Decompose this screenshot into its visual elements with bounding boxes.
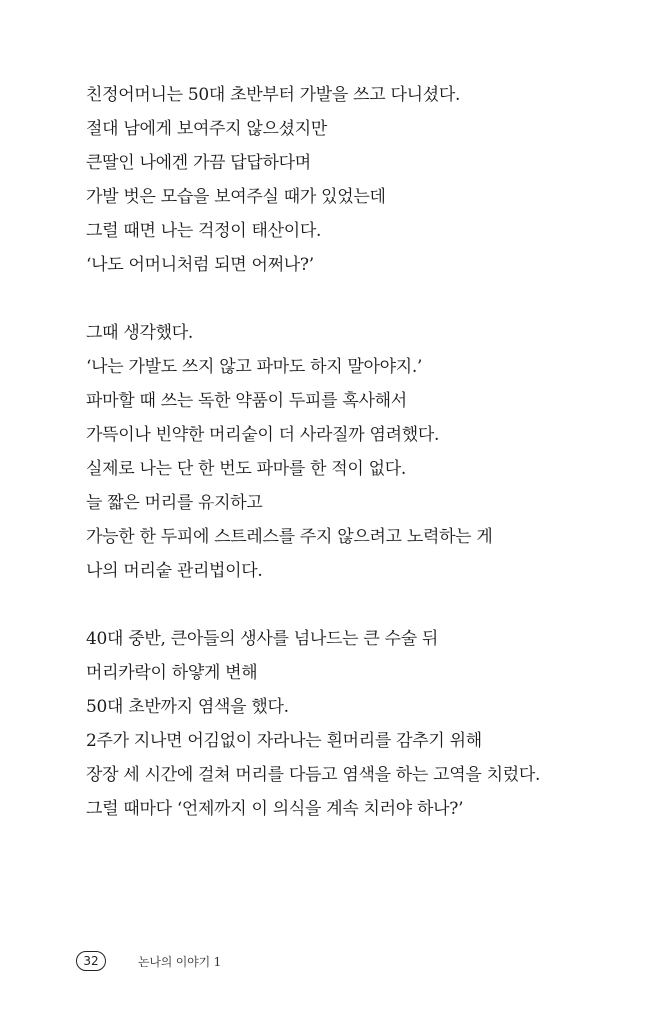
paragraph-1 [86, 78, 646, 282]
text-line: 절대 남에게 보여주지 않으셨지만 [86, 119, 328, 139]
text-line: 실제로 나는 단 한 번도 파마를 한 적이 없다. [86, 459, 407, 479]
text-line: 40대 중반, 큰아들의 생사를 넘나드는 큰 수술 뒤 [86, 629, 439, 649]
page-footer [76, 948, 221, 974]
text-line: ‘나는 가발도 쓰지 않고 파마도 하지 말아야지.’ [86, 357, 423, 377]
text-line: 늘 짧은 머리를 유지하고 [86, 493, 263, 513]
page-number: 32 [76, 951, 106, 971]
text-line: 친정어머니는 50대 초반부터 가발을 쓰고 다니셨다. [86, 85, 461, 105]
paragraph-2 [86, 316, 646, 588]
text-line: 파마할 때 쓰는 독한 약품이 두피를 혹사해서 [86, 391, 407, 411]
running-title: 논나의 이야기 1 [138, 954, 222, 969]
text-line: 그럴 때마다 ‘언제까지 이 의식을 계속 치러야 하나?’ [86, 799, 464, 819]
text-line: 그럴 때면 나는 걱정이 태산이다. [86, 221, 322, 241]
text-line: 가능한 한 두피에 스트레스를 주지 않으려고 노력하는 게 [86, 527, 493, 547]
text-line: 가발 벗은 모습을 보여주실 때가 있었는데 [86, 187, 386, 207]
text-line: 나의 머리숱 관리법이다. [86, 561, 263, 581]
text-line: 장장 세 시간에 걸쳐 머리를 다듬고 염색을 하는 고역을 치렀다. [86, 765, 541, 785]
body-text [86, 78, 646, 860]
text-line: 가뜩이나 빈약한 머리숱이 더 사라질까 염려했다. [86, 425, 440, 445]
text-line: 50대 초반까지 염색을 했다. [86, 697, 289, 717]
text-line: ‘나도 어머니처럼 되면 어쩌나?’ [86, 255, 314, 275]
text-line: 2주가 지나면 어김없이 자라나는 흰머리를 감추기 위해 [86, 731, 482, 751]
text-line: 그때 생각했다. [86, 323, 193, 343]
text-line: 큰딸인 나에겐 가끔 답답하다며 [86, 153, 311, 173]
text-line: 머리카락이 하얗게 변해 [86, 663, 258, 683]
paragraph-3 [86, 622, 646, 826]
